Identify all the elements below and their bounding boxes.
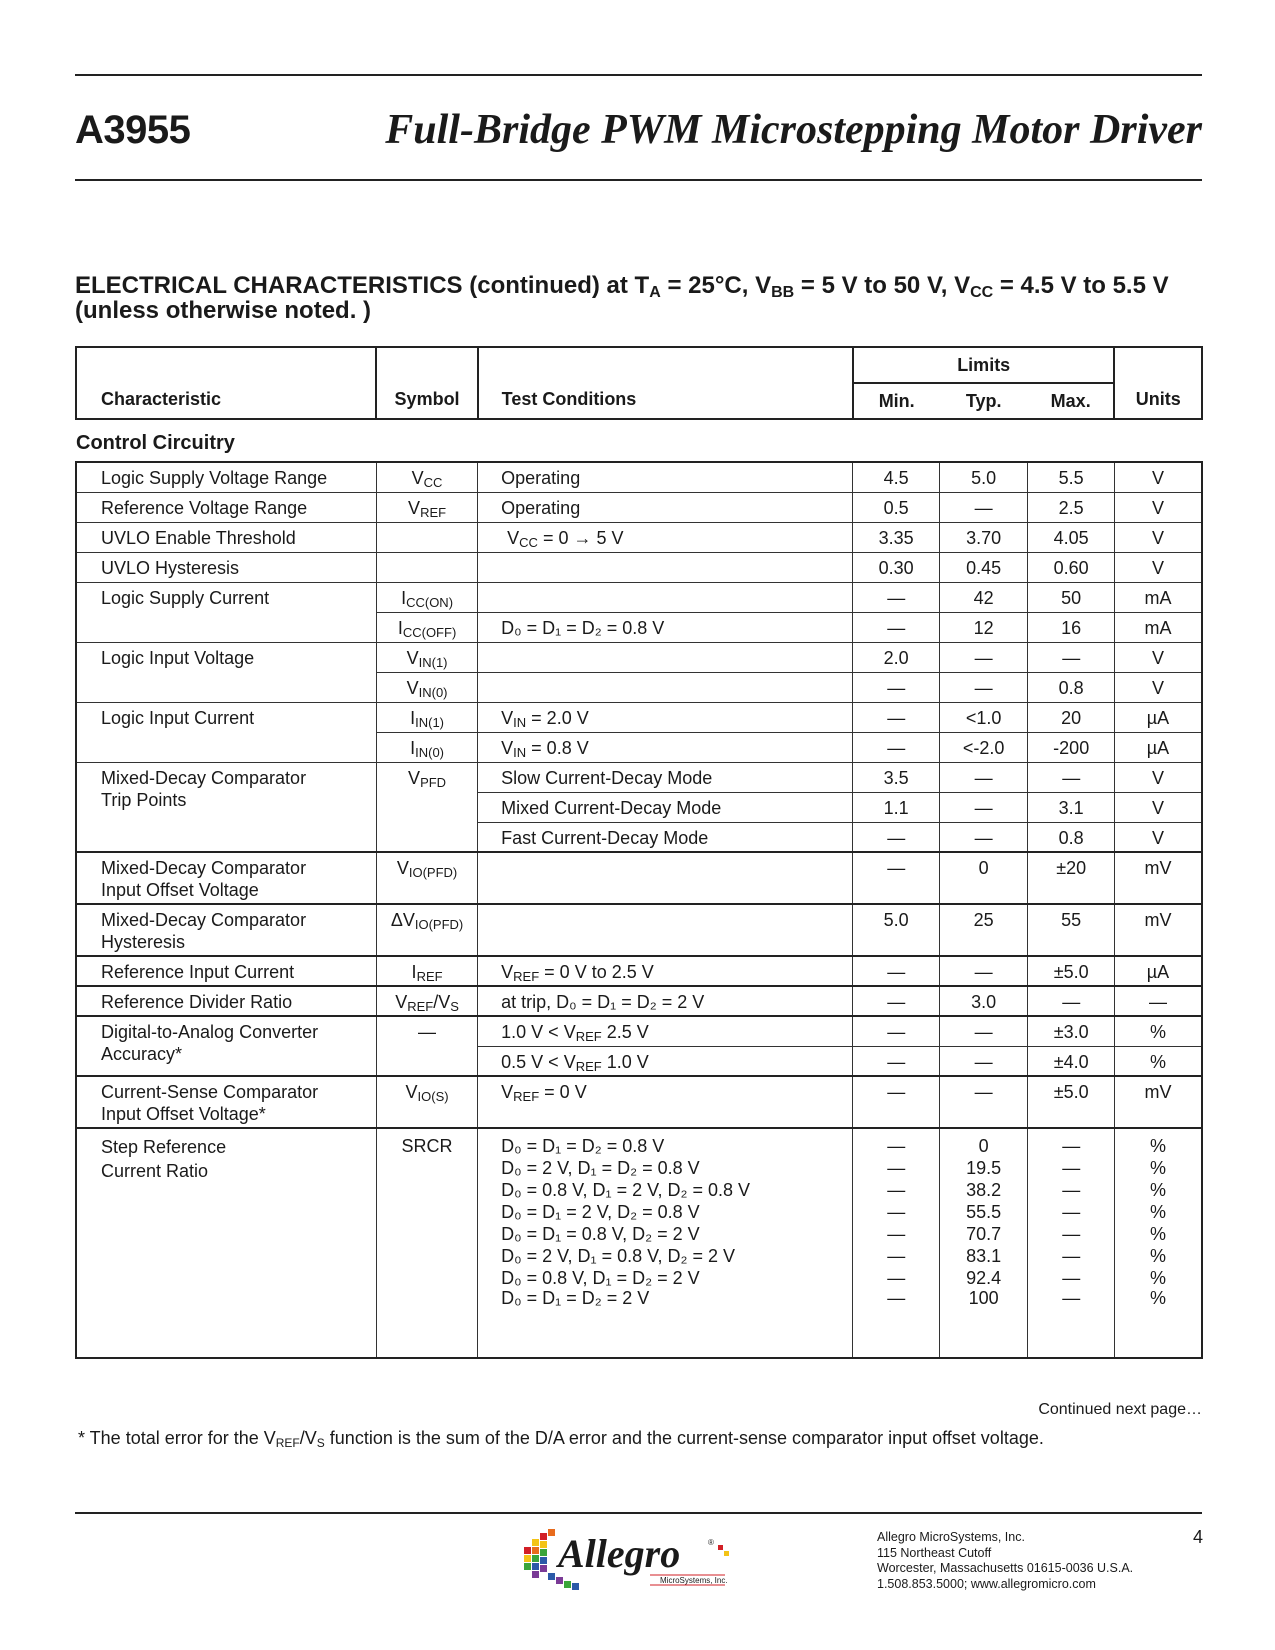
- step-cond-5: D₀ = 2 V, D₁ = 0.8 V, D₂ = 2 V: [501, 1246, 735, 1266]
- step-min-3: —: [887, 1202, 906, 1222]
- step-max: [1028, 1128, 1114, 1358]
- table-row: Logic Input Voltage $V_{IN(1)}$ 2.0 — — V: [76, 642, 1202, 672]
- col-header-characteristic: Characteristic: [76, 347, 376, 419]
- step-max-2: —: [1062, 1180, 1081, 1200]
- step-cond-0: D₀ = D₁ = D₂ = 0.8 V: [501, 1136, 665, 1156]
- step-max-6: —: [1062, 1268, 1081, 1288]
- step-max-4: —: [1062, 1224, 1081, 1244]
- table-row: 0.5 $V < V_{REF}$ 1.0 V — — ±4.0 %: [76, 1046, 1202, 1076]
- col-header-limits: Limits: [853, 347, 1114, 383]
- step-typ-7: 100: [968, 1288, 999, 1308]
- table-row: Reference Voltage Range $V_{REF}$ Operating 0.5 — 2.5 V: [76, 492, 1202, 522]
- table-row: Mixed-Decay Comparator Hysteresis $\Delta V_{IO(PFD)}$ 5.0 25 55 mV: [76, 904, 1202, 956]
- step-min-4: —: [887, 1224, 906, 1244]
- step-cond-7: D₀ = D₁ = D₂ = 2 V: [501, 1288, 650, 1308]
- step-typ-1: 19.5: [966, 1158, 1002, 1178]
- step-conditions: [478, 1128, 853, 1358]
- table-row: Mixed-Decay Comparator Input Offset Voltage $V_{IO(PFD)}$ — 0 ±20 mV: [76, 852, 1202, 904]
- company-address: Allegro MicroSystems, Inc. 115 Northeast Cutoff Worcester, Massachusetts 01615-0036 U.S.A. 1.508.853.5000; www.allegromicro.com: [877, 1530, 1134, 1591]
- step-max-7: —: [1062, 1288, 1081, 1308]
- page-number: 4: [1192, 1527, 1203, 1547]
- top-rule: [75, 74, 1202, 76]
- table-row: UVLO Hysteresis 0.30 0.45 0.60 V: [76, 552, 1202, 582]
- table-row: $V_{IN(0)}$ — — 0.8 V: [76, 672, 1202, 702]
- table-row: Mixed Current-Decay Mode 1.1 — 3.1 V: [76, 792, 1202, 822]
- step-typ: [939, 1128, 1028, 1358]
- step-max-1: —: [1062, 1158, 1081, 1178]
- step-typ-5: 83.1: [966, 1246, 1002, 1266]
- step-max-0: —: [1062, 1136, 1081, 1156]
- group-title: Control Circuitry: [76, 432, 235, 454]
- step-units-0: %: [1149, 1136, 1166, 1156]
- table-row: Fast Current-Decay Mode — — 0.8 V: [76, 822, 1202, 852]
- step-typ-3: 55.5: [966, 1202, 1002, 1222]
- step-max-5: —: [1062, 1246, 1081, 1266]
- step-typ-6: 92.4: [966, 1268, 1002, 1288]
- step-cond-4: D₀ = D₁ = 0.8 V, D₂ = 2 V: [501, 1224, 700, 1244]
- step-units-2: %: [1149, 1180, 1166, 1200]
- logo-subtitle: MicroSystems, Inc.: [660, 1576, 728, 1585]
- col-header-units: Units: [1114, 347, 1202, 419]
- step-typ-4: 70.7: [966, 1224, 1002, 1244]
- col-header-test-conditions: Test Conditions: [478, 347, 853, 419]
- step-units-5: %: [1149, 1246, 1166, 1266]
- step-cond-6: D₀ = 0.8 V, D₁ = D₂ = 2 V: [501, 1268, 700, 1288]
- table-row: Current-Sense Comparator Input Offset Voltage* $V_{IO(S)}$ $V_{REF} = 0$ V — — ±5.0 mV: [76, 1076, 1202, 1128]
- col-header-symbol: Symbol: [376, 347, 477, 419]
- step-typ-2: 38.2: [966, 1180, 1002, 1200]
- step-units-1: %: [1149, 1158, 1166, 1178]
- table-row: Step Reference Current Ratio SRCR D₀ = D₁ = D₂ = 0.8 V D₀ = 2 V, D₁ = D₂ = 0.8 V D₀ = 0.8 V, D₁ = 2 V, D₂ = 0.8 V D₀ = D₁ = 2 V, D₂ = 0.8 V D₀ = D₁ = 0.8 V, D₂ = 2 V D₀ = 2 V, D₁ = 0.8 V, D₂ = 2 V D₀ = 0.8 V, D₁ = D₂ = 2 V D₀ = D₁ = D₂ = 2 V — — — — — — — — 0 19.5 38.2 55.5 70.7 83.1 92.4 100 — — — — — — — — % % % % % % % %: [76, 1128, 1202, 1358]
- step-cond-2: D₀ = 0.8 V, D₁ = 2 V, D₂ = 0.8 V: [501, 1180, 751, 1200]
- step-cond-1: D₀ = 2 V, D₁ = D₂ = 0.8 V: [501, 1158, 700, 1178]
- table-row: Digital-to-Analog Converter Accuracy* — 1.0 $V < V_{REF}$ 2.5 V — — ±3.0 %: [76, 1016, 1202, 1046]
- step-units-6: %: [1149, 1268, 1166, 1288]
- step-max-3: —: [1062, 1202, 1081, 1222]
- step-min-7: —: [887, 1288, 906, 1308]
- table-row: Logic Supply Voltage Range $V_{CC}$ Operating 4.5 5.0 5.5 V: [76, 462, 1202, 492]
- step-units-3: %: [1149, 1202, 1166, 1222]
- step-min-6: —: [887, 1268, 906, 1288]
- footnote: * The total error for the $V_{REF}/V_S$ function is the sum of the D/A error and the current-sense comparator input offset voltage.: [78, 1428, 1044, 1450]
- footer-rule: [75, 1512, 1202, 1514]
- document-title: Full-Bridge PWM Microstepping Motor Driver: [385, 107, 1202, 153]
- col-header-max: Max.: [1028, 383, 1114, 419]
- step-min-0: —: [887, 1136, 906, 1156]
- step-cond-3: D₀ = D₁ = 2 V, D₂ = 0.8 V: [501, 1202, 700, 1222]
- table-row: Mixed-Decay Comparator Trip Points $V_{PFD}$ Slow Current-Decay Mode 3.5 — — V: [76, 762, 1202, 792]
- table-row: Reference Divider Ratio $V_{REF}/V_S$ at trip, D₀ = D₁ = D₂ = 2 V — 3.0 — —: [76, 986, 1202, 1016]
- table-row: UVLO Enable Threshold $V_{CC} = 0 \to 5$ V 3.35 3.70 4.05 V: [76, 522, 1202, 552]
- table-row: Logic Input Current $I_{IN(1)}$ $V_{IN} = 2.0$ V — <1.0 20 µA: [76, 702, 1202, 732]
- table-row: $I_{IN(0)}$ $V_{IN} = 0.8$ V — <-2.0 -200 µA: [76, 732, 1202, 762]
- step-min-2: —: [887, 1180, 906, 1200]
- step-units: [1114, 1128, 1202, 1358]
- table-row: $I_{CC(OFF)}$ D₀ = D₁ = D₂ = 0.8 V — 12 16 mA: [76, 612, 1202, 642]
- col-header-min: Min.: [853, 383, 939, 419]
- step-min-1: —: [887, 1158, 906, 1178]
- logo-registered-mark: ®: [708, 1538, 714, 1547]
- logo-wordmark: Allegro: [558, 1531, 681, 1576]
- step-min: [853, 1128, 939, 1358]
- electrical-characteristics-table: [75, 346, 1203, 1359]
- continued-note: Continued next page…: [1038, 1401, 1202, 1418]
- table-row: Reference Input Current $I_{REF}$ $V_{REF} = 0$ V to 2.5 V — — ±5.0 µA: [76, 956, 1202, 986]
- step-min-5: —: [887, 1246, 906, 1266]
- part-number: A3955: [75, 108, 191, 152]
- col-header-typ: Typ.: [939, 383, 1028, 419]
- header-rule: [75, 179, 1202, 181]
- step-typ-0: 0: [978, 1136, 989, 1156]
- step-units-4: %: [1149, 1224, 1166, 1244]
- allegro-logo: [520, 1525, 755, 1595]
- table-row: Logic Supply Current $I_{CC(ON)}$ — 42 50 mA: [76, 582, 1202, 612]
- section-heading: ELECTRICAL CHARACTERISTICS (continued) at $T_A = 25^\circ C$, $V_{BB} = 5$ V to 50 V, $V_{CC} = 4.5$ V to 5.5 V (unless otherwise noted. ): [75, 272, 1169, 324]
- step-units-7: %: [1149, 1288, 1166, 1308]
